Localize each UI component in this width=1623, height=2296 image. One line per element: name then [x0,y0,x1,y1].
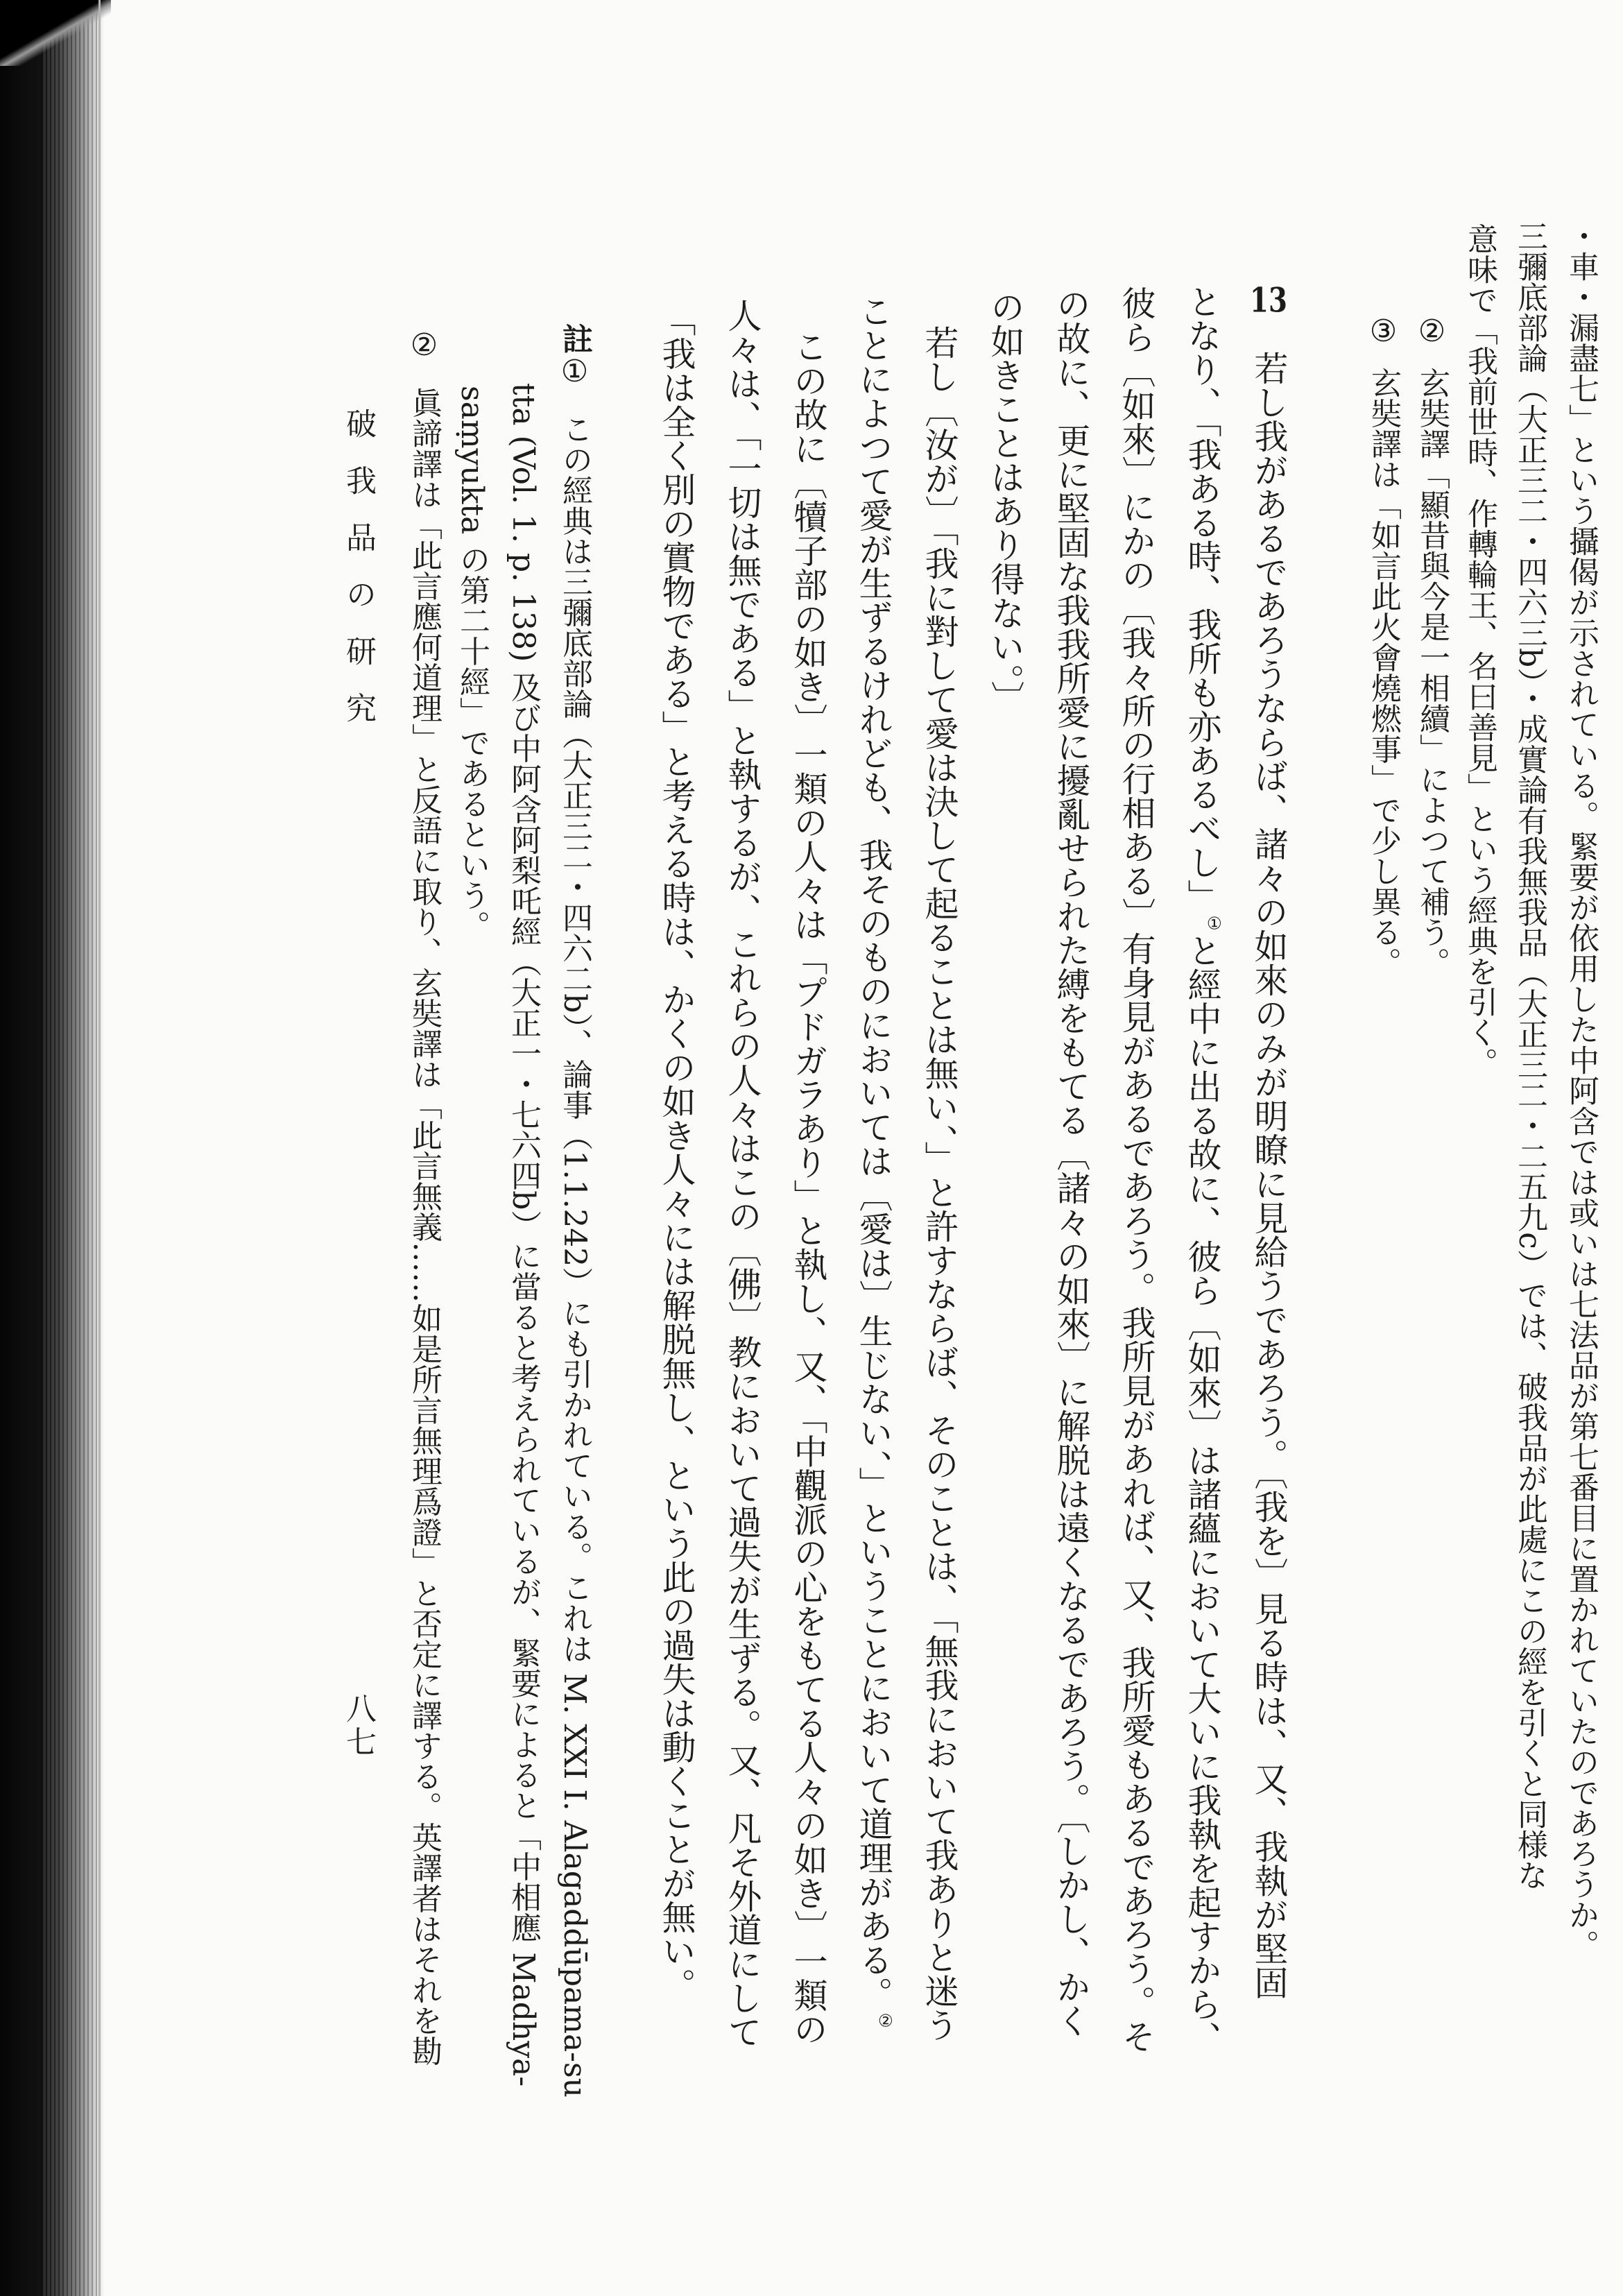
page-number: 八七 [341,1693,376,1759]
body-text: ことによつて愛が生ずるけれども、我そのものにおいては〔愛は〕生じない、」ということにおいて道理がある。 [854,294,893,2011]
scan-edge-noise [42,0,101,2296]
body-text: 若し我があるであろうならば、諸々の如來のみが明瞭に見給うであろう。〔我を〕見る時は、又、我執が堅固 [1249,351,1289,2000]
body-text-line: の如きことはあり得ない。〕 [986,290,1025,715]
note-text: 玄奘譯は「如言此火會燒燃事」で少し異る。 [1366,367,1401,978]
scan-edge-line [98,0,101,2296]
note-reference-mark: ② [875,2010,896,2031]
note-item [1414,314,1450,978]
note-marker: ② [1414,314,1450,349]
footnote-label: 註 [557,323,592,354]
running-header: 破我品の研究 [341,408,376,749]
body-text-line: 彼ら〔如來〕にかの〔我々所の行相ある〕有身見があるであろう。我所見があれば、又、我所愛もあるであろう。そ [1117,286,1156,2053]
note-marker: ③ [1366,314,1401,349]
section-number: 13 [1250,283,1287,317]
body-text-line [854,294,896,2031]
body-text: となり、「我ある時、我所も亦あるべし」 [1183,284,1222,914]
body-text: と經中に出る故に、彼ら〔如來〕は諸蘊において大いに我執を起すから、 [1183,933,1222,2055]
body-text-line: この故に〔犢子部の如き〕一類の人々は「プドガラあり」と執し、又、「中觀派の心をもてる人々の如き〕一類の [789,329,828,2046]
footnote-marker: ② [406,327,442,363]
footnote-marker: ① [557,354,592,389]
footnote-text: この經典は三彌底部論（大正三二・四六二b）、論事（1.1.242）にも引かれている。これは M. XXI I. Alagaddūpama-su [557,413,592,2098]
body-text-line: の故に、更に堅固な我我所愛に擾亂せられた縛をもてる〔諸々の如來〕に解脱は遠くなるであろう。〔しかし、かく [1051,287,1091,2038]
body-text-line: 人々は、「一切は無である」と執するが、これらの人々はこの〔佛〕教において過失が生ずる。又、凡そ外道にして [723,298,762,2049]
footnote-text: 眞諦譯は「此言應何道理」と反語に取り、玄奘譯は「此言無義……如是所言無理爲證」と否定に譯する。英譯者はそれを勘 [406,387,442,2066]
scan-corner-shadow [0,0,111,66]
note-text: 玄奘譯「顯昔與今是一相續」によつて補う。 [1414,367,1450,978]
note-continuation-line: 意味で「我前世時、作轉輪王、名曰善見」という經典を引く。 [1462,223,1497,1078]
note-continuation-line: 三彌底部論（大正三二・四六三b）・成實論有我無我品（大正三二・二五九c）では、破我品が此處にこの經を引くと同様な [1512,221,1547,1890]
footnote-line [559,323,590,2098]
note-continuation-line: ・車・漏盡七」という攝偈が示されている。緊要が依用した中阿含では或いは七法品が第七番目に置かれていたのであろうか。 [1563,221,1599,1960]
body-text-line: 若し〔汝が〕「我に對して愛は決して起ることは無い、」と許すならば、そのことは、「無我において我ありと迷う [920,325,959,2042]
footnote-line: saṃyukta の第二十經」であるという。 [454,386,490,941]
footnote-line: tta (Vol. 1. p. 138) 及び中阿含阿梨吒經（大正一・七六四b）に當ると考えられているが、緊要によると「中相應 Madhya- [506,383,541,2087]
body-text-line [1183,284,1225,2055]
note-reference-mark: ① [1204,913,1225,934]
body-text-line [1249,283,1289,2000]
body-text-line: 「我は全く別の實物である」と考える時は、かくの如き人々には解脱無し、という此の過失は動くことが無い。 [657,302,696,2002]
footnote-line [406,327,442,2066]
note-item [1366,314,1401,978]
